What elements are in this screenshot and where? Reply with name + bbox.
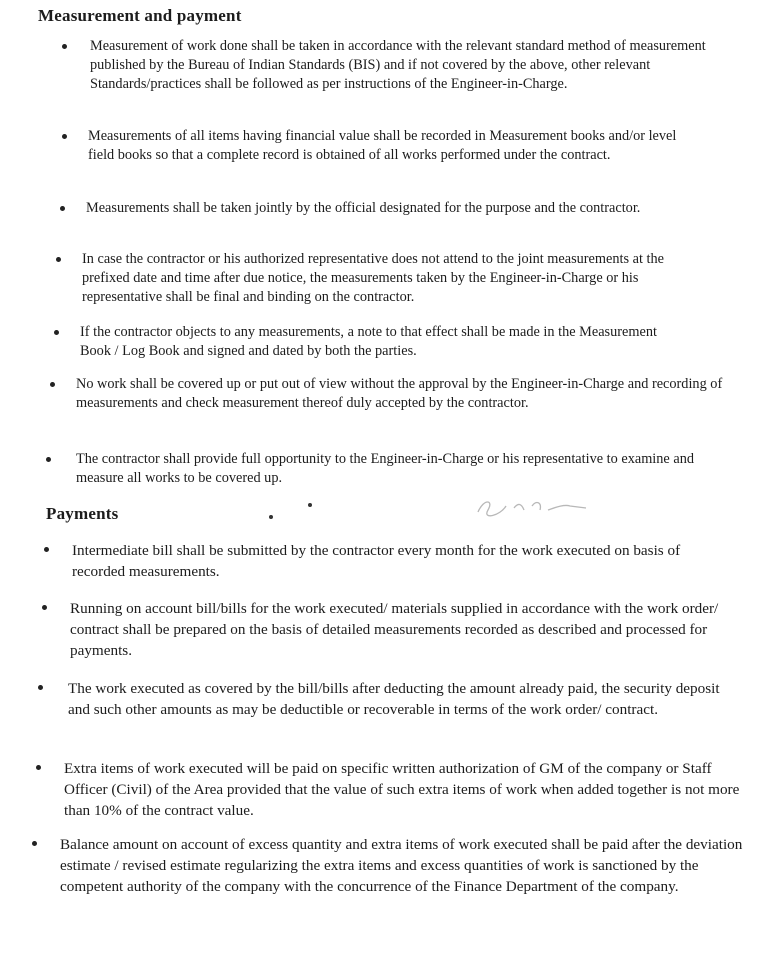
bullet-icon xyxy=(38,685,43,690)
list-item-text: If the contractor objects to any measurements, a note to that effect shall be made in the Measurement Book / Log Book and signed and dated by both the parties. xyxy=(80,324,657,359)
bullet-icon xyxy=(54,330,59,335)
bullet-icon xyxy=(42,605,47,610)
bullet-icon xyxy=(60,206,65,211)
handwritten-scribble xyxy=(470,494,610,522)
bullet-icon xyxy=(62,134,67,139)
bullet-icon xyxy=(50,382,55,387)
speck-mark xyxy=(308,503,312,507)
list-item-text: The contractor shall provide full opportunity to the Engineer-in-Charge or his representative to examine and measure all works to be covered up. xyxy=(76,451,694,486)
section-title-payments: Payments xyxy=(46,504,119,523)
list-item-text: Measurement of work done shall be taken in accordance with the relevant standard method of measurement published by the Bureau of Indian Standards (BIS) and if not covered by the above, other relevant Standards/practices shall be followed as per instructions of the Engineer-in-Charge. xyxy=(90,38,706,92)
speck-mark xyxy=(269,515,273,519)
bullet-icon xyxy=(32,841,37,846)
list-item-text: Running on account bill/bills for the work executed/ materials supplied in accordance with the work order/ contract shall be prepared on the basis of detailed measurements recorded as described and processed for payments. xyxy=(70,600,719,659)
list-item-text: No work shall be covered up or put out of view without the approval by the Engineer-in-Charge and recording of measurements and check measurement thereof duly accepted by the contractor. xyxy=(76,376,723,411)
section-title-measurement: Measurement and payment xyxy=(38,6,242,25)
list-item-text: Balance amount on account of excess quantity and extra items of work executed shall be paid after the deviation estimate / revised estimate regularizing the extra items and excess quantities of work is sanctioned by the competent authority of the company with the concurrence of the Finance Department of the company. xyxy=(60,836,743,895)
bullet-icon xyxy=(46,457,51,462)
list-item-text: Measurements of all items having financial value shall be recorded in Measurement books and/or level field books so that a complete record is obtained of all works performed under the contract. xyxy=(88,128,677,163)
list-item-text: In case the contractor or his authorized representative does not attend to the joint measurements at the prefixed date and time after due notice, the measurements taken by the Engineer-in-Charge or his representative shall be final and binding on the contractor. xyxy=(82,251,664,305)
list-item-text: The work executed as covered by the bill/bills after deducting the amount already paid, the security deposit and such other amounts as may be deductible or recoverable in terms of the work order/ contract. xyxy=(68,680,720,718)
list-item-text: Measurements shall be taken jointly by the official designated for the purpose and the contractor. xyxy=(86,200,641,216)
bullet-icon xyxy=(36,765,41,770)
list-item-text: Intermediate bill shall be submitted by the contractor every month for the work executed on basis of recorded measurements. xyxy=(72,542,681,580)
bullet-icon xyxy=(62,44,67,49)
bullet-icon xyxy=(44,547,49,552)
list-item-text: Extra items of work executed will be paid on specific written authorization of GM of the company or Staff Officer (Civil) of the Area provided that the value of such extra items of work when added together is not more than 10% of the contract value. xyxy=(64,760,740,819)
bullet-icon xyxy=(56,257,61,262)
